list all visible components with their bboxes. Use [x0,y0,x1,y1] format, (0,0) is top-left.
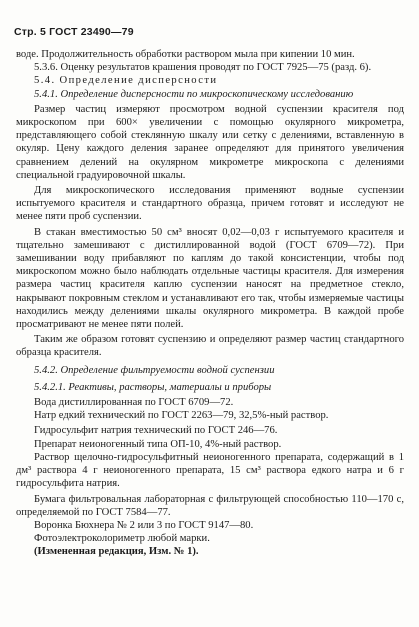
document-body [16,48,404,559]
paragraph: Воронка Бюхнера № 2 или 3 по ГОСТ 9147—80. [34,519,254,531]
paragraph: Препарат неионогенный типа ОП-10, 4%-ный раствор. [34,438,282,450]
paragraph: Гидросульфит натрия технический по ГОСТ 246—76. [34,425,278,437]
paragraph: Таким же образом готовят суспензию и определяют размер частиц стандартного образца красителя. [16,334,404,359]
paragraph: 5.3.6. Оценку результатов крашения проводят по ГОСТ 7925—75 (разд. 6). [34,62,372,74]
subsection-heading: 5.4.1. Определение дисперсности по микроскопическому исследованию [34,88,354,100]
paragraph: Размер частиц измеряют просмотром водной суспензии красителя под микроскопом при 600× увеличении с помощью окулярного микрометра, представляющего собой стеклянную шкалу или сетку с делениями, вставленную в окуляр. Цену каждого деления заранее определяют для принятого увеличения сравнением делений на окулярном микрометре микроскопа с делениями специальной градуировочной шкалы. [16,103,404,181]
section-heading: 5.4. Определение дисперсности [34,75,218,87]
page-header: Стр. 5 ГОСТ 23490—79 [14,26,134,38]
paragraph: Для микроскопического исследования применяют водные суспензии испытуемого красителя и стандартного образца, причем готовят и исследуют не менее пяти проб суспензии. [16,185,404,223]
subsection-heading: 5.4.2.1. Реактивы, растворы, материалы и приборы [34,381,272,393]
paragraph: Натр едкий технический по ГОСТ 2263—79, 32,5%-ный раствор. [34,410,329,422]
paragraph: воде. Продолжительность обработки раствором мыла при кипении 10 мин. [16,49,355,60]
revision-note: (Измененная редакция, Изм. № 1). [34,546,199,558]
paragraph: Фотоэлектроколориметр любой марки. [34,533,210,545]
paragraph: Раствор щелочно-гидросульфитный неионогенного препарата, содержащий в 1 дм³ раствора 4 г неионогенного препарата, 15 см³ раствора едкого натра и 6 г гидросульфита натрия. [16,451,404,490]
subsection-heading: 5.4.2. Определение фильтруемости водной суспензии [34,364,275,376]
paragraph: Вода дистиллированная по ГОСТ 6709—72. [34,397,234,409]
paragraph: В стакан вместимостью 50 см³ вносят 0,02—0,03 г испытуемого красителя и тщательно замешивают с дистиллированной водой (ГОСТ 6709—72). При замешивании воду прибавляют по каплям до такой консистенции, чтобы под микроскопом можно было наблюдать отдельные частицы красителя. Для измерения размера частиц красителя каплю суспензии наносят на предметное стекло, накрывают покровным стеклом и устанавливают его так, чтобы измеряемые частицы находились между делениями шкалы окулярного микрометра. В каждой пробе просматривают не менее пяти полей. [16,226,404,331]
paragraph: Бумага фильтровальная лабораторная с фильтрующей способностью 110—170 с, определяемой по ГОСТ 7584—77. [16,493,404,518]
